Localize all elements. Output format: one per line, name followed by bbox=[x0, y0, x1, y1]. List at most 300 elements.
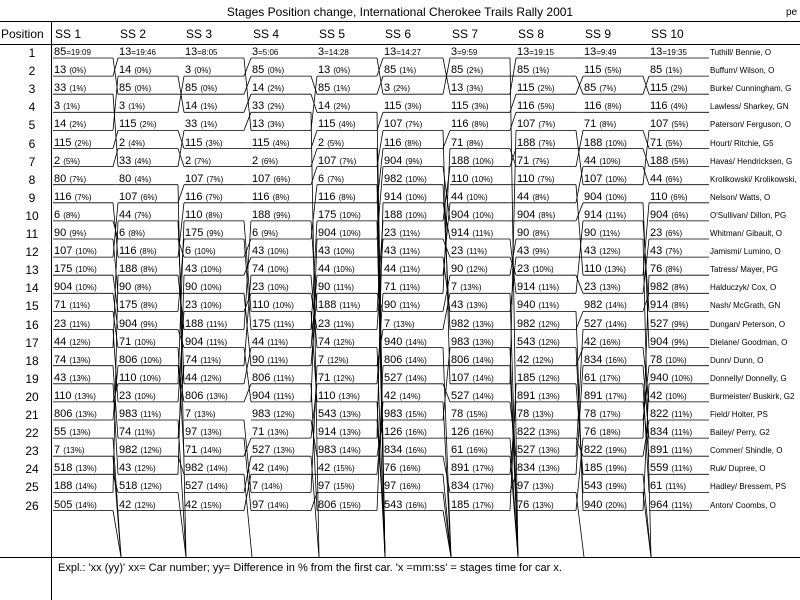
stage-cell bbox=[650, 354, 687, 367]
position-connector bbox=[178, 185, 184, 203]
crew-name: Hadley/ Bressem, PS bbox=[710, 482, 787, 492]
stage-difference: (12%) bbox=[327, 355, 349, 365]
stage-cell bbox=[584, 118, 616, 131]
car-number: 806 bbox=[54, 408, 73, 420]
stage-difference: (9%) bbox=[671, 337, 689, 347]
stage-cell bbox=[650, 227, 682, 240]
car-number: 806 bbox=[252, 371, 271, 384]
stage-cell bbox=[318, 480, 355, 493]
position-label: 22 bbox=[25, 426, 39, 441]
stage-cell bbox=[119, 263, 157, 276]
car-number: 982 bbox=[185, 462, 204, 475]
stage-header: SS 7 bbox=[452, 27, 479, 41]
car-number: 188 bbox=[517, 136, 536, 149]
stage-cell bbox=[318, 281, 354, 294]
stage-difference: (14%) bbox=[75, 500, 97, 510]
car-number: 116 bbox=[119, 245, 137, 258]
stage-difference: (10%) bbox=[339, 229, 361, 238]
stage-cell bbox=[252, 155, 278, 168]
car-number: 6 bbox=[252, 227, 259, 239]
car-number: 14 bbox=[54, 118, 67, 131]
car-number: 44 bbox=[54, 335, 67, 348]
car-number: 527 bbox=[584, 317, 603, 330]
stage-cell bbox=[650, 299, 688, 312]
stage-cell bbox=[54, 46, 91, 59]
crew-name: Paterson/ Ferguson, O bbox=[710, 120, 791, 130]
stage-difference: (13%) bbox=[194, 410, 216, 419]
stage-difference: (6%) bbox=[273, 174, 291, 184]
car-number: 185 bbox=[584, 462, 603, 475]
stage-cell bbox=[185, 299, 222, 312]
stage-difference: (6%) bbox=[670, 192, 688, 202]
position-connector bbox=[576, 311, 583, 329]
stage-cell bbox=[318, 155, 356, 168]
stage-cell bbox=[451, 354, 494, 367]
car-number: 23 bbox=[584, 281, 597, 294]
car-number: 107 bbox=[584, 172, 603, 185]
stage-difference: (10%) bbox=[134, 337, 156, 347]
stage-difference: (4%) bbox=[134, 174, 152, 184]
stage-cell bbox=[517, 155, 549, 168]
stage-cell bbox=[650, 245, 682, 258]
car-number: 110 bbox=[517, 172, 535, 185]
car-number: 71 bbox=[517, 154, 530, 167]
car-number: 904 bbox=[185, 335, 204, 348]
stage-cell bbox=[185, 444, 222, 457]
car-number: 61 bbox=[451, 444, 464, 457]
car-number: 983 bbox=[451, 335, 470, 348]
stage-difference: (13%) bbox=[538, 446, 560, 456]
car-number: 834 bbox=[451, 480, 470, 493]
stage-difference: (11%) bbox=[273, 319, 295, 329]
crew-name: Jamismi/ Lumino, O bbox=[710, 247, 781, 257]
stage-cell bbox=[451, 155, 494, 168]
stage-cell bbox=[119, 462, 156, 475]
stage-difference: (1%) bbox=[333, 84, 351, 94]
car-number: 107 bbox=[185, 172, 204, 185]
stage-cell bbox=[650, 336, 688, 349]
car-number: 188 bbox=[119, 263, 138, 276]
position-connector bbox=[377, 76, 383, 94]
car-number: 90 bbox=[451, 263, 464, 276]
position-label: 15 bbox=[25, 299, 39, 314]
stage-difference: (11%) bbox=[671, 428, 693, 438]
stage-difference: (8%) bbox=[205, 210, 223, 220]
stage-cell bbox=[318, 46, 349, 59]
stage-difference: (10%) bbox=[272, 301, 294, 311]
stage-cell bbox=[119, 173, 151, 186]
stage-difference: (9%) bbox=[140, 319, 158, 329]
stage-cell bbox=[584, 499, 627, 512]
car-number: 188 bbox=[451, 154, 470, 167]
stage-cell bbox=[318, 100, 350, 113]
car-number: 76 bbox=[384, 462, 397, 475]
stage-difference: (13%) bbox=[538, 391, 560, 401]
car-number: 61 bbox=[650, 480, 663, 493]
car-number: 44 bbox=[252, 335, 265, 348]
stage-cell bbox=[185, 209, 223, 222]
car-number: 822 bbox=[584, 444, 603, 457]
car-number: 3 bbox=[54, 100, 61, 113]
car-number: 2 bbox=[54, 154, 61, 167]
stage-difference: (5%) bbox=[665, 138, 683, 148]
stage-cell bbox=[517, 46, 554, 59]
stage-cell bbox=[119, 444, 162, 457]
stage-cell bbox=[517, 426, 560, 439]
car-number: 90 bbox=[318, 281, 331, 294]
stage-difference: (11%) bbox=[333, 283, 355, 293]
car-number: 90 bbox=[185, 281, 198, 294]
stage-difference: (19%) bbox=[605, 446, 627, 456]
car-number: 80 bbox=[54, 172, 67, 185]
stage-difference: (14%) bbox=[261, 482, 283, 492]
stage-difference: (10%) bbox=[605, 174, 627, 184]
stage-difference: (11%) bbox=[599, 229, 621, 238]
stage-header: SS 8 bbox=[518, 27, 545, 41]
stage-difference: (12%) bbox=[200, 373, 222, 383]
stage-cell bbox=[54, 155, 80, 168]
stage-cell bbox=[185, 499, 222, 512]
crew-name: Field/ Holter, PS bbox=[710, 410, 768, 419]
car-number: 527 bbox=[185, 480, 204, 493]
car-number: 126 bbox=[384, 426, 403, 439]
stage-cell bbox=[252, 46, 278, 59]
stage-difference: (7%) bbox=[537, 174, 555, 184]
car-number: 904 bbox=[584, 190, 603, 203]
stage-cell bbox=[384, 408, 427, 421]
stage-difference: =9:59 bbox=[457, 48, 478, 57]
car-number: 7 bbox=[451, 281, 458, 294]
stage-difference: (5%) bbox=[537, 102, 555, 112]
stage-cell bbox=[517, 444, 560, 457]
stage-cell bbox=[318, 64, 350, 77]
stage-cell bbox=[384, 336, 427, 349]
stage-cell bbox=[185, 372, 222, 385]
stage-cell bbox=[384, 426, 427, 439]
stage-difference: (10%) bbox=[267, 265, 289, 275]
stage-difference: (10%) bbox=[200, 301, 222, 311]
car-number: 97 bbox=[252, 498, 265, 511]
stage-header: SS 2 bbox=[120, 27, 147, 41]
stage-difference: (7%) bbox=[205, 192, 223, 202]
stage-difference: (8%) bbox=[404, 138, 422, 148]
stage-difference: (11%) bbox=[206, 319, 228, 329]
car-number: 7 bbox=[252, 480, 259, 493]
car-number: 97 bbox=[185, 426, 198, 439]
stage-cell bbox=[384, 46, 421, 59]
car-number: 61 bbox=[584, 371, 597, 384]
stage-difference: (10%) bbox=[471, 174, 493, 184]
car-number: 2 bbox=[119, 136, 126, 149]
stage-cell bbox=[650, 462, 692, 475]
stage-difference: (10%) bbox=[140, 355, 162, 365]
car-number: 6 bbox=[185, 245, 192, 258]
stage-cell bbox=[119, 318, 157, 331]
car-number: 940 bbox=[584, 498, 603, 511]
stage-difference: (3%) bbox=[404, 102, 422, 112]
car-number: 78 bbox=[517, 408, 530, 420]
stage-cell bbox=[384, 444, 427, 457]
stage-difference: (13%) bbox=[75, 464, 97, 474]
stage-cell bbox=[119, 390, 156, 403]
stage-cell bbox=[318, 82, 350, 95]
car-number: 85 bbox=[384, 64, 397, 77]
stage-cell bbox=[54, 227, 86, 240]
car-number: 107 bbox=[119, 190, 138, 203]
position-connector bbox=[178, 130, 184, 148]
stage-difference: (4%) bbox=[338, 120, 356, 130]
position-label: 17 bbox=[25, 335, 39, 350]
stage-cell bbox=[517, 263, 554, 276]
stage-difference: (11%) bbox=[466, 247, 488, 257]
car-number: 982 bbox=[384, 172, 403, 185]
stage-cell bbox=[119, 426, 155, 439]
car-number: 42 bbox=[517, 353, 530, 366]
car-number: 188 bbox=[384, 208, 403, 221]
stage-cell bbox=[318, 299, 360, 312]
stage-cell bbox=[384, 82, 410, 95]
stage-difference: (13%) bbox=[466, 301, 488, 311]
car-number: 914 bbox=[584, 208, 603, 221]
position-connector bbox=[311, 130, 317, 148]
stage-difference: (13%) bbox=[599, 283, 621, 293]
position-label: 3 bbox=[28, 82, 36, 97]
stage-cell bbox=[584, 100, 622, 113]
car-number: 90 bbox=[54, 227, 67, 239]
stage-difference: (11%) bbox=[134, 428, 156, 438]
stage-difference: (3%) bbox=[471, 102, 489, 112]
stage-difference: (7%) bbox=[339, 156, 357, 166]
stage-difference: (9%) bbox=[206, 229, 224, 238]
car-number: 822 bbox=[517, 426, 536, 439]
car-number: 914 bbox=[384, 190, 403, 203]
car-number: 107 bbox=[318, 154, 337, 167]
stage-difference: (13%) bbox=[532, 410, 554, 419]
car-number: 2 bbox=[185, 154, 192, 167]
stage-difference: (11%) bbox=[665, 482, 687, 492]
stage-cell bbox=[384, 263, 420, 276]
stage-cell bbox=[451, 118, 489, 131]
stage-difference: (6%) bbox=[665, 174, 683, 184]
car-number: 185 bbox=[517, 371, 536, 384]
stage-cell bbox=[318, 118, 356, 131]
stage-cell bbox=[650, 408, 692, 421]
stage-difference: (11%) bbox=[472, 229, 494, 238]
stage-difference: (10%) bbox=[665, 355, 687, 365]
stage-difference: (5%) bbox=[671, 156, 689, 166]
stage-cell bbox=[384, 118, 422, 131]
stage-difference: (13%) bbox=[339, 410, 361, 419]
car-number: 44 bbox=[584, 154, 597, 167]
stage-difference: =19:15 bbox=[529, 48, 554, 57]
car-number: 904 bbox=[252, 389, 271, 402]
car-number: 806 bbox=[384, 353, 403, 366]
stage-difference: (16%) bbox=[399, 482, 421, 492]
stage-difference: (15%) bbox=[339, 500, 361, 510]
stage-difference: (11%) bbox=[69, 301, 91, 311]
car-number: 115 bbox=[252, 136, 270, 149]
stage-cell bbox=[584, 372, 621, 385]
stage-cell bbox=[384, 191, 427, 204]
car-number: 23 bbox=[54, 317, 67, 330]
car-number: 85 bbox=[119, 82, 132, 95]
position-connector bbox=[178, 130, 184, 166]
stage-difference: (14%) bbox=[200, 446, 222, 456]
stage-difference: (10%) bbox=[532, 265, 554, 275]
car-number: 71 bbox=[650, 136, 663, 149]
stage-difference: (1%) bbox=[399, 66, 417, 76]
car-number: 13 bbox=[252, 118, 265, 131]
car-number: 543 bbox=[384, 498, 403, 511]
stage-difference: (10%) bbox=[339, 210, 361, 220]
car-number: 527 bbox=[517, 444, 536, 457]
car-number: 6 bbox=[318, 172, 325, 185]
car-number: 914 bbox=[451, 227, 470, 239]
car-number: 74 bbox=[54, 353, 67, 366]
stage-difference: (11%) bbox=[538, 283, 560, 293]
position-label: 11 bbox=[25, 227, 39, 241]
stage-cell bbox=[252, 499, 289, 512]
car-number: 188 bbox=[584, 136, 603, 149]
car-number: 126 bbox=[451, 426, 470, 439]
stage-cell bbox=[451, 209, 494, 222]
stage-cell bbox=[451, 82, 483, 95]
stage-cell bbox=[252, 64, 284, 77]
car-number: 116 bbox=[185, 190, 203, 203]
stage-difference: (12%) bbox=[466, 265, 488, 275]
stage-cell bbox=[451, 46, 477, 59]
stage-difference: (7%) bbox=[69, 174, 87, 184]
stage-cell bbox=[54, 499, 97, 512]
stage-cell bbox=[584, 137, 627, 150]
stage-difference: (16%) bbox=[405, 446, 427, 456]
stage-difference: (3%) bbox=[267, 120, 285, 130]
stage-cell bbox=[185, 318, 227, 331]
car-number: 85 bbox=[318, 82, 331, 95]
stage-cell bbox=[517, 372, 560, 385]
stage-difference: (0%) bbox=[134, 66, 152, 76]
car-number: 107 bbox=[54, 245, 73, 258]
crew-name: Tuthill/ Bennie, O bbox=[710, 48, 772, 57]
stage-difference: (11%) bbox=[671, 464, 693, 474]
stage-difference: (14%) bbox=[605, 301, 627, 311]
car-number: 7 bbox=[384, 317, 391, 330]
car-number: 43 bbox=[650, 245, 663, 258]
car-number: 80 bbox=[119, 172, 132, 185]
stage-difference: (13%) bbox=[74, 391, 96, 401]
crew-name: Bailey/ Perry, G2 bbox=[710, 428, 770, 438]
stage-cell bbox=[318, 354, 349, 367]
stage-difference: (12%) bbox=[333, 337, 355, 347]
stage-cell bbox=[517, 100, 555, 113]
stage-cell bbox=[584, 318, 627, 331]
stage-cell bbox=[54, 173, 86, 186]
position-label: 9 bbox=[28, 190, 36, 205]
stage-cell bbox=[119, 64, 151, 77]
stage-difference: (11%) bbox=[399, 247, 421, 257]
car-number: 188 bbox=[252, 208, 271, 221]
car-number: 983 bbox=[318, 444, 337, 457]
stage-cell bbox=[318, 426, 361, 439]
stage-difference: (12%) bbox=[140, 446, 162, 456]
stage-cell bbox=[119, 408, 161, 421]
stage-cell bbox=[185, 118, 217, 131]
stage-difference: (18%) bbox=[599, 428, 621, 438]
stage-cell bbox=[517, 82, 555, 95]
stage-difference: (17%) bbox=[472, 500, 494, 510]
stage-cell bbox=[185, 46, 218, 59]
car-number: 891 bbox=[517, 389, 536, 402]
car-number: 2 bbox=[318, 136, 325, 149]
car-number: 71 bbox=[54, 299, 67, 312]
stage-difference: =19:35 bbox=[662, 48, 687, 57]
stage-difference: (8%) bbox=[532, 229, 550, 238]
stage-difference: (13%) bbox=[538, 428, 560, 438]
stage-cell bbox=[584, 245, 621, 258]
car-number: 115 bbox=[650, 82, 668, 95]
stage-cell bbox=[384, 480, 421, 493]
stage-difference: (10%) bbox=[200, 265, 222, 275]
stage-cell bbox=[650, 64, 682, 77]
stage-cell bbox=[584, 191, 627, 204]
stage-cell bbox=[650, 118, 688, 131]
stage-cell bbox=[517, 173, 555, 186]
car-number: 834 bbox=[650, 426, 669, 439]
car-number: 107 bbox=[517, 118, 536, 131]
stage-difference: (11%) bbox=[200, 355, 222, 365]
stage-difference: (2%) bbox=[267, 102, 285, 112]
stage-difference: (7%) bbox=[538, 138, 556, 148]
stage-difference: =5:06 bbox=[258, 48, 279, 57]
stage-difference: (10%) bbox=[194, 247, 216, 257]
stage-cell bbox=[384, 227, 420, 240]
car-number: 806 bbox=[119, 353, 138, 366]
car-number: 42 bbox=[650, 389, 663, 402]
stage-difference: (6%) bbox=[140, 192, 158, 202]
car-number: 115 bbox=[451, 100, 469, 113]
stage-cell bbox=[451, 263, 488, 276]
car-number: 3 bbox=[384, 82, 391, 95]
stage-difference: (10%) bbox=[671, 373, 693, 383]
stage-difference: (11%) bbox=[399, 229, 421, 238]
stage-difference: (19%) bbox=[605, 464, 627, 474]
stage-difference: (0%) bbox=[134, 84, 152, 94]
stage-cell bbox=[54, 100, 80, 113]
car-number: 43 bbox=[119, 462, 132, 475]
stage-cell bbox=[252, 191, 290, 204]
position-label: 5 bbox=[28, 118, 36, 133]
stage-difference: (11%) bbox=[267, 355, 289, 365]
stage-difference: (8%) bbox=[466, 138, 484, 148]
car-number: 891 bbox=[650, 444, 669, 457]
stage-difference: (10%) bbox=[75, 265, 97, 275]
stage-cell bbox=[584, 209, 626, 222]
stage-cell bbox=[185, 137, 223, 150]
stage-difference: (14%) bbox=[472, 373, 494, 383]
car-number: 834 bbox=[517, 462, 536, 475]
stage-difference: (12%) bbox=[134, 464, 156, 474]
stage-cell bbox=[650, 390, 687, 403]
stage-cell bbox=[650, 173, 682, 186]
car-number: 43 bbox=[54, 371, 67, 384]
car-number: 110 bbox=[54, 389, 72, 402]
stage-difference: (16%) bbox=[466, 446, 488, 456]
stage-difference: (1%) bbox=[63, 102, 81, 112]
stage-difference: (2%) bbox=[333, 102, 351, 112]
position-connector bbox=[510, 130, 516, 383]
stage-difference: (14%) bbox=[267, 464, 289, 474]
car-number: 188 bbox=[54, 480, 73, 493]
